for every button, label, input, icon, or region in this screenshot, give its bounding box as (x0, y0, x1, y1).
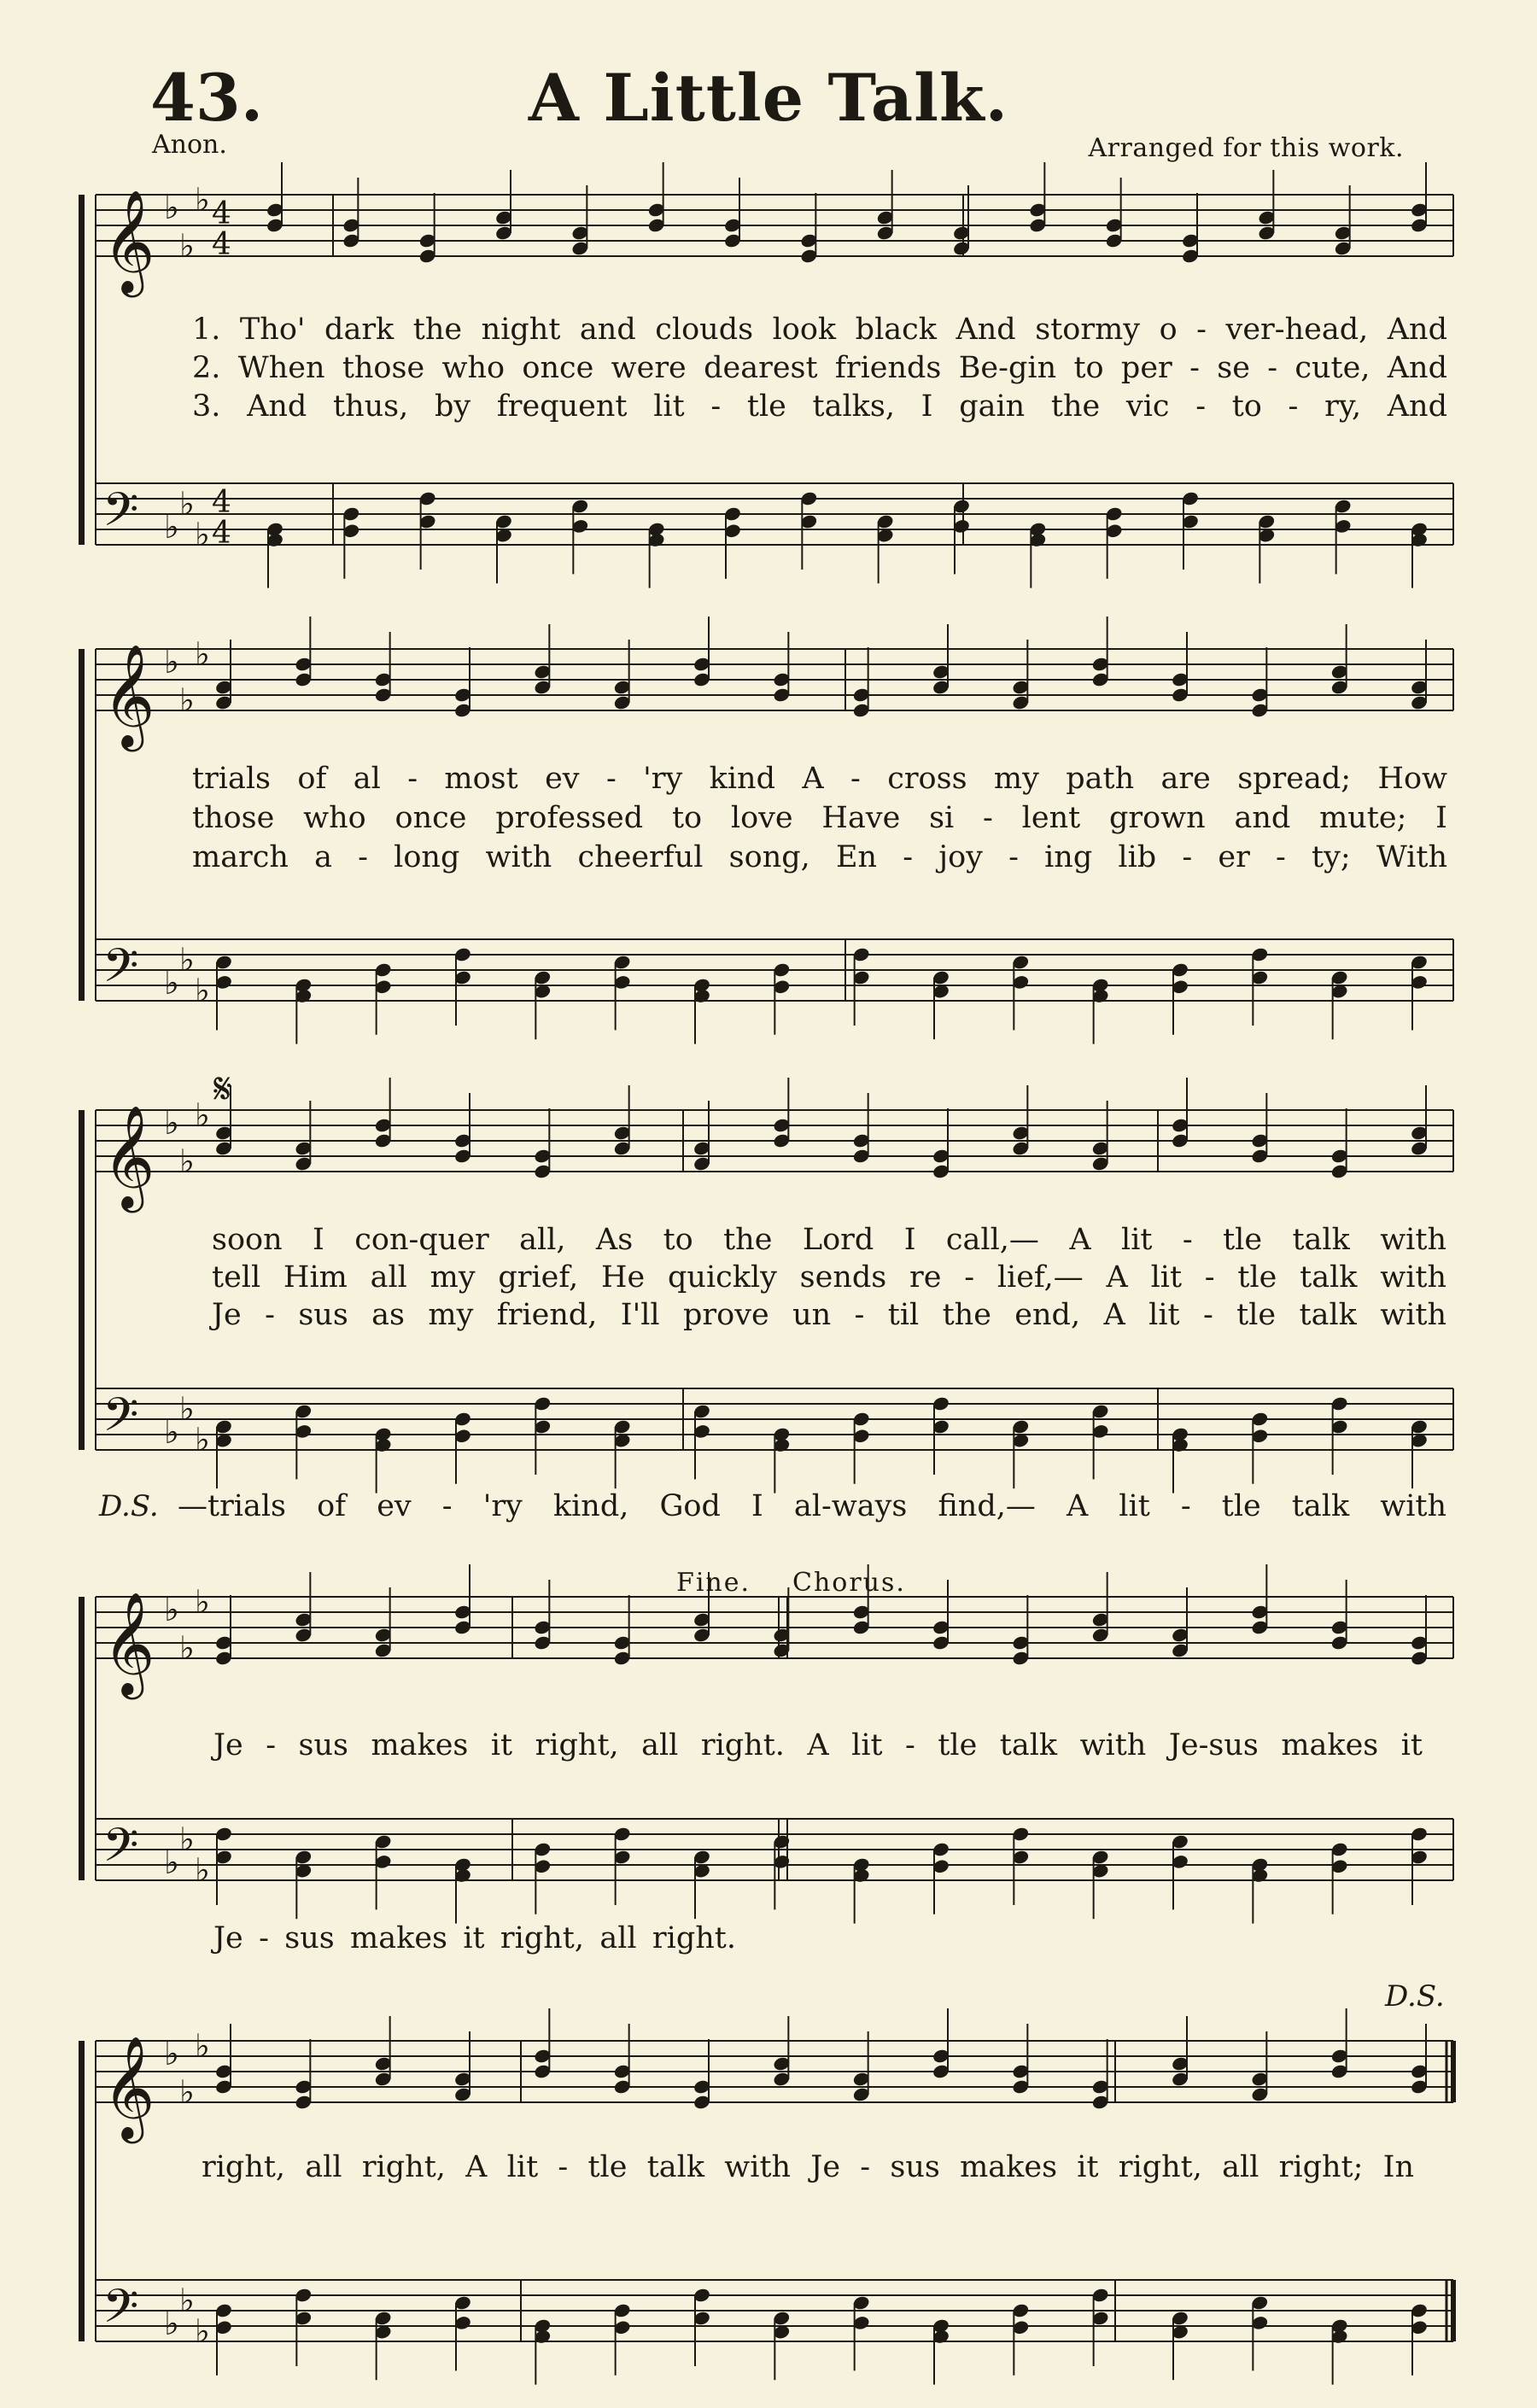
treble-clef: 𝄞 (102, 643, 155, 747)
flat-sign: ♭ (179, 2282, 195, 2319)
system-bracket (79, 1110, 85, 1450)
bass-clef: 𝄢 (102, 1818, 139, 1884)
system-bracket (79, 649, 85, 1001)
treble-clef: 𝄞 (102, 1591, 155, 1695)
fine-mark: Fine. (676, 1568, 751, 1598)
flat-sign: ♭ (195, 181, 210, 219)
flat-sign: ♭ (195, 1583, 210, 1621)
author-credit: Anon. (152, 130, 227, 160)
flat-sign: ♭ (179, 1390, 195, 1428)
lyric-line: tell Him all my grief, He quickly sends re - lief,— A lit - tle talk with (212, 1260, 1446, 1295)
flat-sign: ♭ (164, 2035, 179, 2072)
flat-sign: ♭ (164, 643, 179, 681)
bass-lyric-line: Je - sus makes it right, all right. (213, 1921, 736, 1955)
flat-sign: ♭ (195, 1851, 210, 1889)
bass-clef: 𝄢 (102, 482, 139, 548)
flat-sign: ♭ (164, 964, 179, 1002)
bass-clef: 𝄢 (102, 938, 139, 1004)
flat-sign: ♭ (164, 189, 179, 226)
ds-line-label: D.S. (99, 1489, 159, 1523)
bass-clef: 𝄢 (102, 1388, 139, 1453)
treble-clef: 𝄞 (102, 2035, 155, 2139)
flat-sign: ♭ (195, 1096, 210, 1134)
flat-sign: ♭ (195, 2027, 210, 2065)
hymn-title: A Little Talk. (528, 60, 1009, 136)
system-bracket (79, 2041, 85, 2341)
flat-sign: ♭ (164, 1591, 179, 1628)
lyric-line: right, all right, A lit - tle talk with Je - sus makes it right, all right; In (202, 2150, 1414, 2184)
system-bracket (79, 1597, 85, 1880)
flat-sign: ♭ (164, 1844, 179, 1881)
arranger-credit: Arranged for this work. (1088, 133, 1404, 163)
flat-sign: ♭ (179, 1143, 195, 1180)
flat-sign: ♭ (164, 2305, 179, 2342)
flat-sign: ♭ (164, 1104, 179, 1142)
lyric-line: soon I con-quer all, As to the Lord I call,— A lit - tle talk with (212, 1223, 1446, 1257)
flat-sign: ♭ (195, 516, 210, 553)
flat-sign: ♭ (179, 485, 195, 523)
flat-sign: ♭ (179, 1821, 195, 1858)
lyric-line: 1. Tho' dark the night and clouds look black And stormy o - ver-head, And (192, 313, 1447, 347)
lyric-line: march a - long with cheerful song, En - joy - ing lib - er - ty; With (192, 840, 1447, 874)
lyric-line: 3. And thus, by frequent lit - tle talks, I gain the vic - to - ry, And (192, 389, 1447, 424)
flat-sign: ♭ (179, 2073, 195, 2111)
flat-sign: ♭ (179, 681, 195, 719)
system-bracket (79, 195, 85, 545)
flat-sign: ♭ (195, 1421, 210, 1458)
lyric-line: Je - sus makes it right, all right. A lit - tle talk with Je-sus makes it (213, 1728, 1423, 1762)
treble-clef: 𝄞 (102, 1104, 155, 1208)
lyric-line: Je - sus as my friend, I'll prove un - til the end, A lit - tle talk with (212, 1298, 1446, 1332)
flat-sign: ♭ (179, 227, 195, 265)
flat-sign: ♭ (164, 508, 179, 546)
segno-sign: 𝄋 (213, 1064, 232, 1113)
flat-sign: ♭ (179, 1629, 195, 1667)
flat-sign: ♭ (164, 1413, 179, 1451)
hymn-number: 43. (150, 60, 264, 136)
ds-end-mark: D.S. (1385, 1979, 1445, 2013)
chorus-mark: Chorus. (792, 1568, 906, 1598)
time-signature: 4 (212, 485, 231, 520)
lyric-line: trials of al - most ev - 'ry kind A - cross my path are spread; How (192, 762, 1447, 796)
lyric-line: those who once professed to love Have si - lent grown and mute; I (192, 801, 1447, 835)
bass-clef: 𝄢 (102, 2279, 139, 2345)
ds-lyric-line: —trials of ev - 'ry kind, God I al-ways find,— A lit - tle talk with (178, 1489, 1446, 1523)
time-signature: 4 (212, 227, 231, 262)
flat-sign: ♭ (195, 972, 210, 1009)
time-signature: 4 (212, 196, 231, 231)
flat-sign: ♭ (195, 635, 210, 673)
flat-sign: ♭ (179, 941, 195, 979)
treble-clef: 𝄞 (102, 189, 155, 293)
flat-sign: ♭ (195, 2312, 210, 2350)
time-signature: 4 (212, 516, 231, 551)
lyric-line: 2. When those who once were dearest friends Be-gin to per - se - cute, And (192, 351, 1447, 385)
